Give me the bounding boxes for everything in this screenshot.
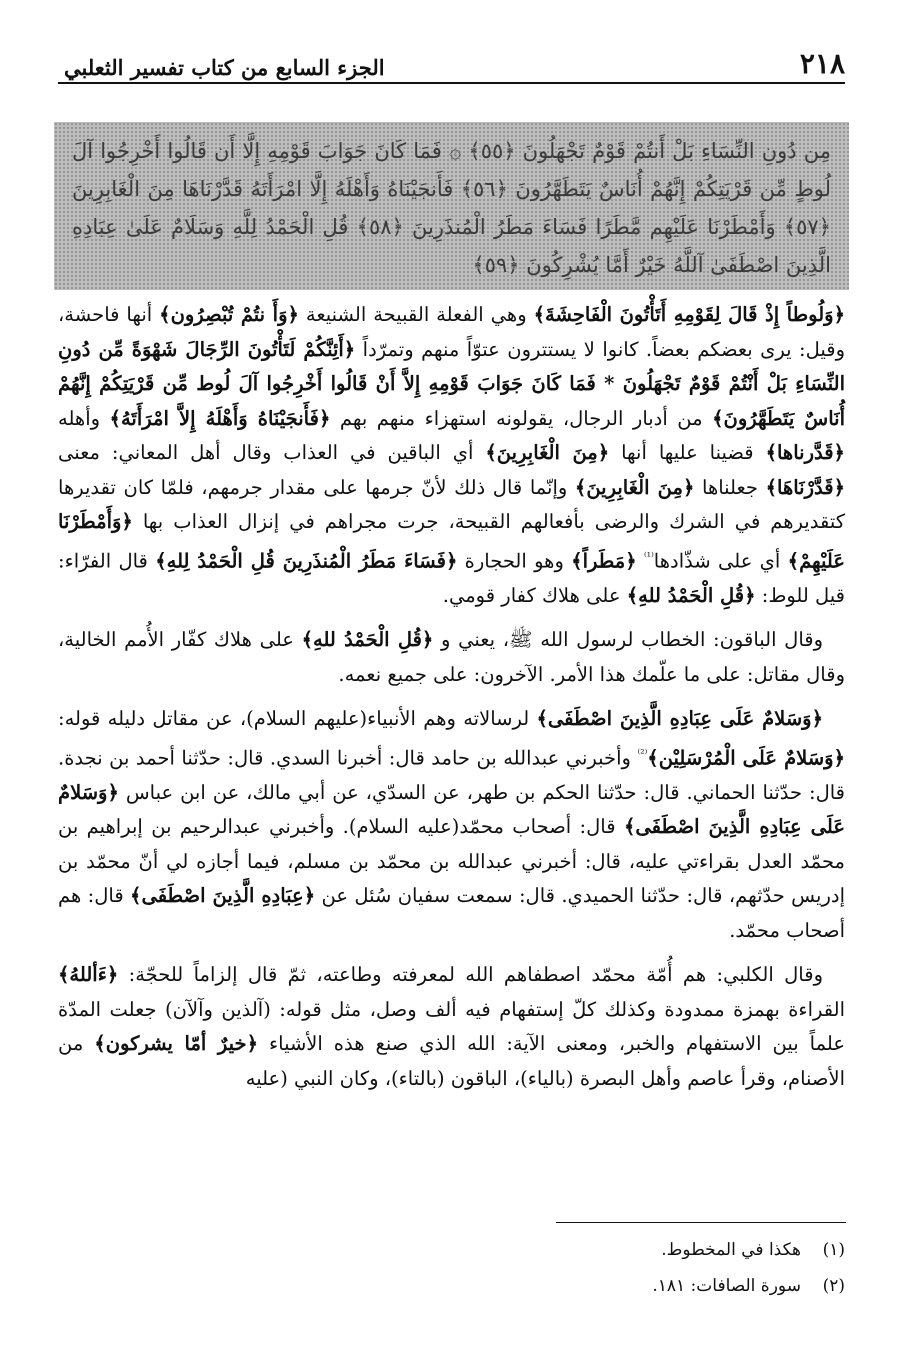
commentary-text: وقال الكلبي: هم أُمّة محمّد اصطفاهم الله لمعرفته وطاعته، ثمّ قال إلزاماً للحجّة: xyxy=(118,963,823,986)
commentary-text: وأهله xyxy=(58,406,110,430)
running-head: الجزء السابع من كتاب تفسير الثعلبي xyxy=(64,55,385,80)
quran-quote: ﴿مِنَ الْغَابِرِينَ﴾ xyxy=(574,475,695,499)
quran-quote: ﴿أَئِنَّكُمْ لَتَأْتُونَ الرِّجَالَ شَهْوَةً مِّن دُونِ النِّسَاءِ بَلْ أَنْتُمْ قَوْمٌ تَجْهَلُونَ * فَمَا كَانَ جَوَابَ قَوْمِهِ إِلاَّ أَنْ قَالُوا أَخْرِجُوا آلَ لُوط مِّن قَرْيَتِكُمْ إِنَّهُمْ أُنَاسٌ يَتَطَهَّرُونَ﴾ xyxy=(58,337,845,430)
quran-quote: ﴿خيرٌ أمّا يشركون﴾ xyxy=(94,1032,258,1055)
commentary-text: أي على شذّادها xyxy=(653,549,788,572)
footnote xyxy=(58,1232,845,1268)
commentary-body xyxy=(58,298,845,1096)
footnote-rule xyxy=(556,1222,846,1223)
commentary-text: على هلاك كفار قومي. xyxy=(442,583,627,607)
footnote-number: (٢) xyxy=(822,1276,845,1296)
page-header xyxy=(58,36,845,80)
commentary-text: وهي الفعلة القبيحة الشنيعة xyxy=(298,303,534,326)
footnote-text: هكذا في المخطوط. xyxy=(661,1240,801,1260)
footnote-number: (١) xyxy=(822,1240,845,1260)
quran-quote: ﴿قَدَّرناها﴾ xyxy=(765,441,845,464)
quran-quote: ﴿وَلُوطاً إِذْ قَالَ لِقَوْمِهِ أَتَأْتُونَ الْفَاحِشَةَ﴾ xyxy=(533,303,845,326)
commentary-text: من أدبار الرجال، يقولونه استهزاء منهم بهم xyxy=(330,406,713,430)
commentary-text: وأخبرني عبدالله بن حامد قال: أخبرنا السدي. قال: حدّثنا أحمد بن نجدة. قال: حدّثنا الحماني. قال: حدّثنا الحكم بن طهر، عن السدّي، عن أبي مالك، عن ابن عباس xyxy=(58,746,845,804)
quran-quote: ﴿مَطَراً﴾ xyxy=(571,549,637,572)
quran-quote: ﴿قَدَّرْنَاهَا﴾ xyxy=(765,475,845,499)
quran-quote: ﴿وَسَلامٌ عَلَى الْمُرْسَلِيْن﴾ xyxy=(647,746,845,769)
page-number: ٢١٨ xyxy=(799,47,845,80)
quran-quote: ﴿قُلِ الْحَمْدُ للهِ﴾ xyxy=(301,628,434,651)
commentary-text: قال: هم أصحاب محمّد. xyxy=(58,884,845,942)
commentary-text: أي الباقين في العذاب وقال أهل المعاني: معنى xyxy=(58,441,486,464)
quran-quote: ﴿وَأَمْطَرْنَا عَلَيْهِمْ﴾ xyxy=(58,510,846,572)
verse-text: مِن دُونِ النِّسَاءِ بَلْ أَنتُمْ قَوْمٌ تَجْهَلُونَ ﴿٥٥﴾ ۞ فَمَا كَانَ جَوَابَ قَوْمِهِ إِلَّا أَن قَالُوا أَخْرِجُوا آلَ لُوطٍ مِّن قَرْيَتِكُمْ إِنَّهُمْ أُنَاسٌ يَتَطَهَّرُونَ ﴿٥٦﴾ فَأَنجَيْنَاهُ وَأَهْلَهُ إِلَّا امْرَأَتَهُ قَدَّرْنَاهَا مِنَ الْغَابِرِينَ ﴿٥٧﴾ وَأَمْطَرْنَا عَلَيْهِم مَّطَرًا فَسَاءَ مَطَرُ الْمُنذَرِينَ ﴿٥٨﴾ قُلِ الْحَمْدُ لِلَّهِ وَسَلَامٌ عَلَىٰ عِبَادِهِ الَّذِينَ اصْطَفَىٰ آللَّهُ خَيْرٌ أَمَّا يُشْرِكُونَ ﴿٥٩﴾ xyxy=(72,139,831,277)
quran-quote: ﴿وَسَلامٌ عَلَى عِبَادِهِ الَّذِينَ اصْطَفَى﴾ xyxy=(58,780,846,838)
commentary-text: أنها فاحشة، وقيل: يرى بعضكم بعضاً. كانوا لا يستترون عتوّاً منهم وتمرّداً xyxy=(58,303,845,361)
footnotes xyxy=(58,1232,845,1304)
commentary-text: قال الفرّاء: قيل للوط: xyxy=(58,549,845,607)
commentary-text: على هلاك كفّار الأُمم الخالية، وقال مقاتل: على ما علّمك هذا الأمر. الآخرون: على جميع نعمه. xyxy=(58,628,845,686)
footnote-marker: ⁽²⁾ xyxy=(637,746,648,760)
commentary-text: قضينا عليها أنها xyxy=(609,441,766,464)
quran-quote: ﴿مِنَ الْغَابِرِينَ﴾ xyxy=(485,441,610,464)
commentary-text: وقال الباقون: الخطاب لرسول الله ﷺ، يعني و xyxy=(433,628,824,651)
quran-quote: ﴿وَسَلامٌ عَلَى عِبَادِهِ الَّذِينَ اصْطَفَى﴾ xyxy=(536,707,823,730)
quran-quote: ﴿قُلِ الْحَمْدُ للهِ﴾ xyxy=(626,583,756,607)
commentary-text: القراءة بهمزة ممدودة وكذلك كلّ إستفهام فيه ألف وصل، مثل قوله: (آلذين وآلآن) جعلت المدّة علماً بين الاستفهام والخبر، ومعنى الآية: الله الذي صنع هذه الأشياء xyxy=(58,997,845,1055)
quran-verse-box xyxy=(54,122,849,290)
commentary-text: جعلناها xyxy=(694,475,766,499)
commentary-paragraph xyxy=(58,702,845,948)
quran-quote: ﴿فَسَاءَ مَطَرُ الْمُنذَرِينَ قُلِ الْحَمْدُ لِلهِ﴾ xyxy=(155,549,458,572)
quran-quote: ﴿عِبَادِهِ الَّذِينَ اصْطَفَى﴾ xyxy=(130,884,316,907)
footnote-text: سورة الصافات: ١٨١. xyxy=(652,1276,801,1296)
commentary-text: لرسالاته وهم الأنبياء(عليهم السلام)، عن مقاتل دليله قوله: xyxy=(58,707,537,730)
header-rule xyxy=(58,82,845,84)
commentary-paragraph xyxy=(58,958,845,1096)
commentary-paragraph xyxy=(58,623,845,692)
commentary-text: وهو الحجارة xyxy=(457,549,572,572)
commentary-text: وإنّما قال ذلك لأنّ جرمها على مقدار جرمهم، فلمّا كان تقديرها كتقديرهم في الشرك والرضى بأفعالهم القبيحة، جرت مجراهم في إنزال العذاب بها xyxy=(58,475,845,533)
quran-quote: ﴿ءَأللهُ﴾ xyxy=(58,963,119,986)
commentary-text xyxy=(637,549,644,572)
footnote xyxy=(58,1268,845,1304)
quran-quote: ﴿وَأَ نتُمْ تُبْصِرُون﴾ xyxy=(159,303,299,326)
commentary-text: قال: أصحاب محمّد(عليه السلام). وأخبرني عبدالرحيم بن إبراهيم بن محمّد العدل بقراءتي عليه، قال: أخبرني عبدالله بن محمّد بن مسلم، فيما أجازه لي أنّ محمّد بن إدريس حدّثهم، قال: حدّثنا الحميدي. قال: سمعت سفيان سُئل عن xyxy=(58,815,845,907)
footnote-marker: ⁽¹⁾ xyxy=(643,549,654,563)
commentary-text: من الأصنام، وقرأ عاصم وأهل البصرة (بالياء)، الباقون (بالتاء)، وكان النبي (عليه xyxy=(58,1032,845,1090)
quran-quote: ﴿فَأَنجَيْنَاهُ وَأَهْلَهُ إِلاَّ امْرَأَتَهُ﴾ xyxy=(109,406,331,430)
commentary-paragraph xyxy=(58,298,845,613)
